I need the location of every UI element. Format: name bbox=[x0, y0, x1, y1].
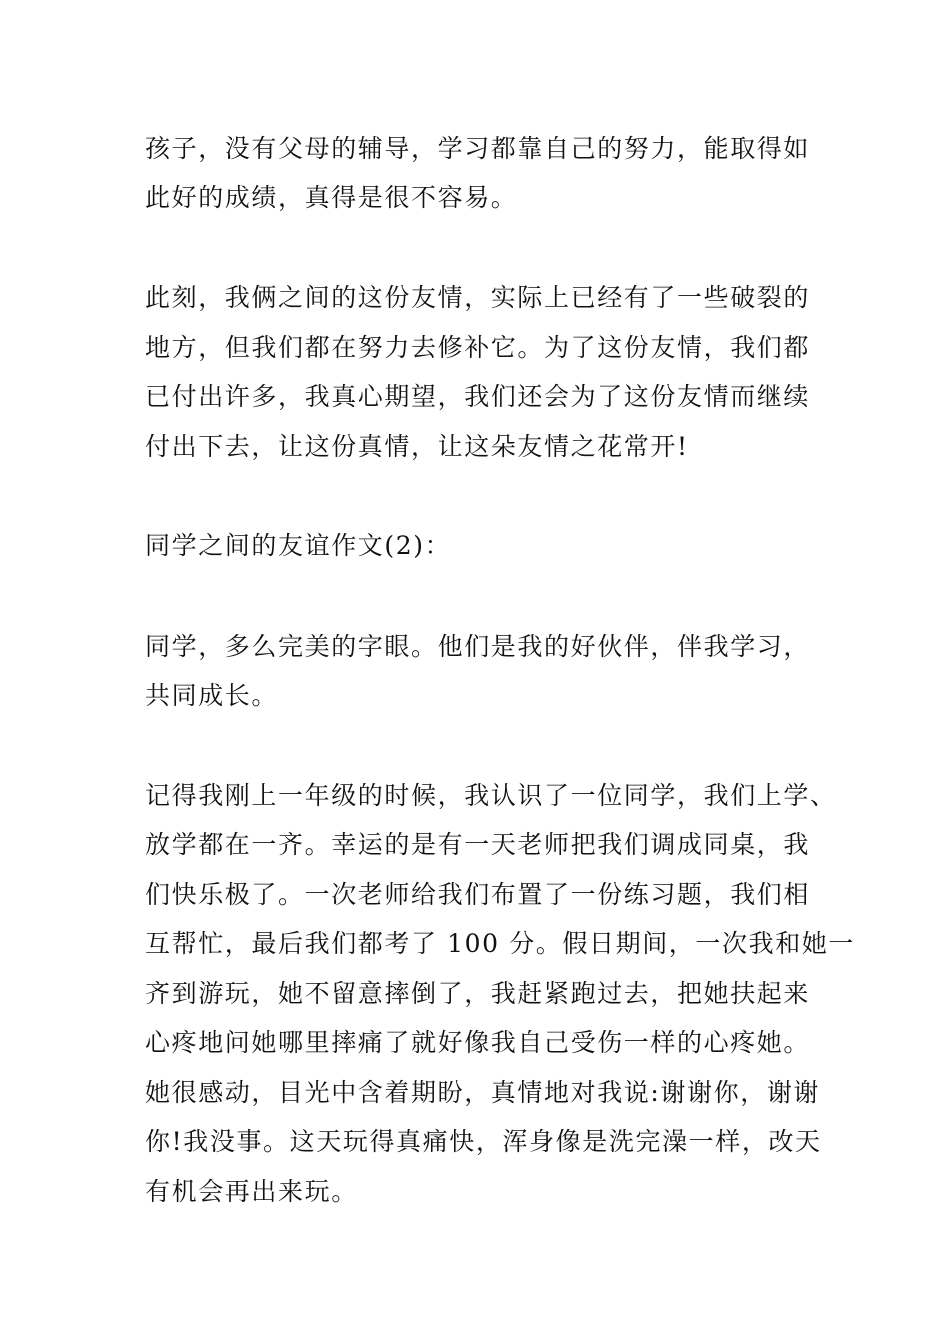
text-line-1: 孩子，没有父母的辅导，学习都靠自己的努力，能取得如 bbox=[145, 134, 811, 163]
text-line-10: 记得我刚上一年级的时候，我认识了一位同学，我们上学、 bbox=[145, 781, 837, 810]
text-line-3: 此刻，我俩之间的这份友情，实际上已经有了一些破裂的 bbox=[145, 283, 811, 312]
text-line-16: 她很感动，目光中含着期盼，真情地对我说:谢谢你，谢谢 bbox=[145, 1078, 821, 1107]
text-line-4: 地方，但我们都在努力去修补它。为了这份友情，我们都 bbox=[145, 333, 811, 362]
text-line-15: 心疼地问她哪里摔痛了就好像我自己受伤一样的心疼她。 bbox=[145, 1028, 811, 1057]
section-heading: 同学之间的友谊作文(2)： bbox=[145, 531, 452, 560]
text-line-14: 齐到游玩，她不留意摔倒了，我赶紧跑过去，把她扶起来 bbox=[145, 979, 811, 1008]
text-line-2: 此好的成绩，真得是很不容易。 bbox=[145, 183, 518, 212]
text-line-12: 们快乐极了。一次老师给我们布置了一份练习题，我们相 bbox=[145, 880, 811, 909]
text-line-11: 放学都在一齐。幸运的是有一天老师把我们调成同桌，我 bbox=[145, 830, 811, 859]
text-line-13: 互帮忙，最后我们都考了 100 分。假日期间，一次我和她一 bbox=[145, 929, 856, 958]
text-line-9: 共同成长。 bbox=[145, 681, 279, 710]
text-line-6: 付出下去，让这份真情，让这朵友情之花常开! bbox=[145, 432, 689, 461]
text-line-17: 你!我没事。这天玩得真痛快，浑身像是洗完澡一样，改天 bbox=[145, 1127, 822, 1156]
text-line-8: 同学，多么完美的字眼。他们是我的好伙伴，伴我学习， bbox=[145, 632, 811, 661]
text-line-5: 已付出许多，我真心期望，我们还会为了这份友情而继续 bbox=[145, 382, 811, 411]
text-line-18: 有机会再出来玩。 bbox=[145, 1177, 358, 1206]
